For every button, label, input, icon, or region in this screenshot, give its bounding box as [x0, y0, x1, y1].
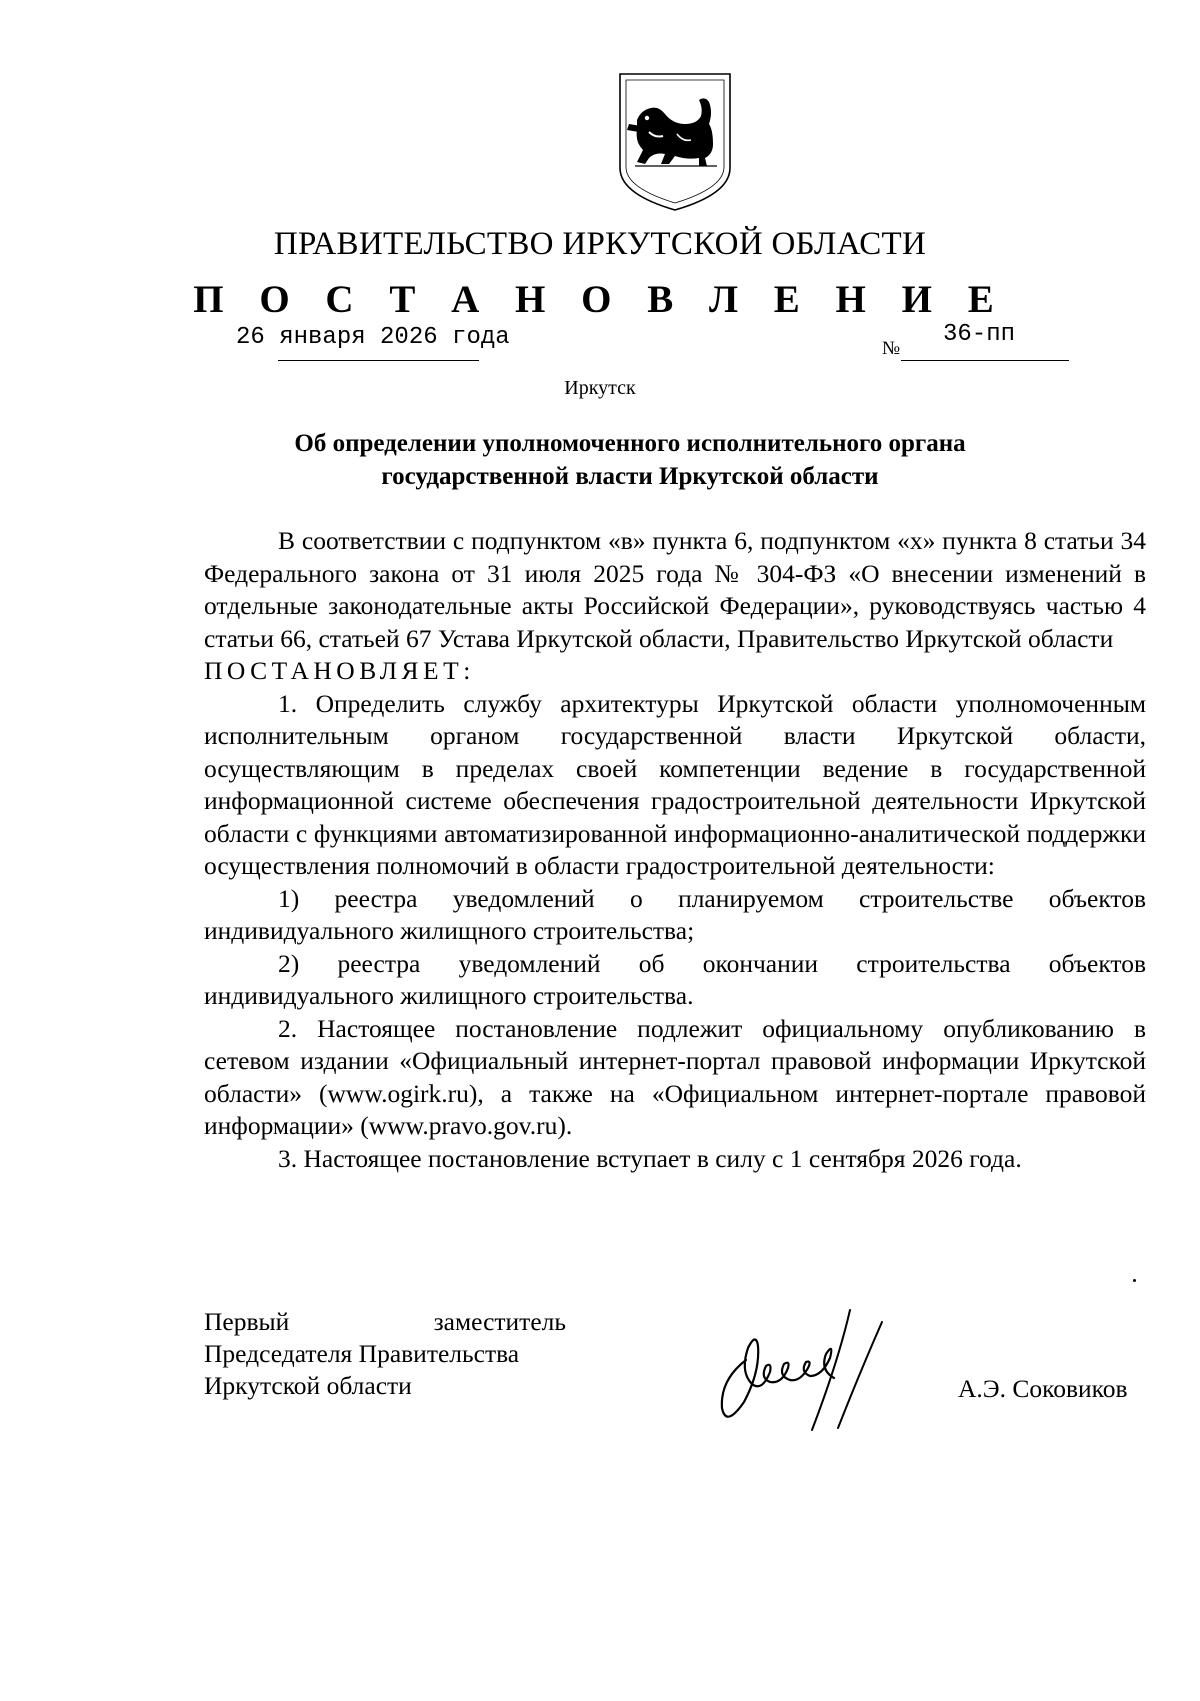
heading-line-2: государственной власти Иркутской области — [381, 463, 879, 490]
item-1: 1. Определить службу архитектуры Иркутской области уполномоченным исполнительным органом государственной власти Иркутской области, осуществляющим в пределах своей компетенции ведение в государственной информационной системе обеспечения градостроительной деятельности Иркутской области с функциями автоматизированной информационно-аналитической поддержки осуществления полномочий в области градостроительной деятельности: — [204, 688, 1146, 880]
coat-of-arms-icon — [617, 72, 733, 212]
document-type: П О С Т А Н О В Л Е Н И Е — [193, 278, 1007, 321]
resolves-word: ПОСТАНОВЛЯЕТ: — [204, 656, 475, 685]
item-2: 2. Настоящее постановление подлежит официальному опубликованию в сетевом издании «Официальный интернет-портал правовой информации Иркутской области» (www.ogirk.ru), а также на «Официальном интернет-портале правовой информации» (www.pravo.gov.ru). — [204, 1013, 1146, 1140]
number-underline — [901, 360, 1069, 361]
preamble: В соответствии с подпунктом «в» пункта 6, подпунктом «х» пункта 8 статьи 34 Федерального закона от 31 июля 2025 года № 304-ФЗ «О внесении изменений в отдельные законодательные акты Российской Федерации», руководствуясь частью 4 статьи 66, статьей 67 Устава Иркутской области, Правительство Иркутской области — [204, 526, 1146, 653]
heading-line-1: Об определении уполномоченного исполнительного органа — [294, 430, 966, 457]
position-line-3: Иркутской области — [204, 1371, 412, 1400]
signatory-name: А.Э. Соковиков — [958, 1374, 1128, 1403]
number-sign: № — [882, 338, 901, 359]
city: Иркутск — [564, 377, 636, 399]
document-number: 36-пп — [943, 321, 1016, 348]
item-1-subitem-1: 1) реестра уведомлений о планируемом строительстве объектов индивидуального жилищного строительства; — [204, 883, 1146, 945]
handwritten-signature — [700, 1302, 910, 1432]
scan-dot — [1133, 1279, 1136, 1282]
signatory-position — [204, 1306, 566, 1402]
document-heading — [220, 427, 1040, 493]
date-underline — [278, 360, 479, 361]
position-word-2: заместитель — [433, 1307, 566, 1336]
position-word-1: Первый — [204, 1307, 290, 1336]
position-line-2: Председателя Правительства — [204, 1339, 520, 1368]
item-3: 3. Настоящее постановление вступает в силу с 1 сентября 2026 года. — [278, 1143, 1022, 1173]
document-body — [204, 525, 1146, 1175]
document-date: 26 января 2026 года — [236, 324, 510, 351]
government-title: ПРАВИТЕЛЬСТВО ИРКУТСКОЙ ОБЛАСТИ — [273, 226, 927, 262]
item-1-subitem-2: 2) реестра уведомлений об окончании строительства объектов индивидуального жилищного строительства. — [204, 948, 1146, 1010]
